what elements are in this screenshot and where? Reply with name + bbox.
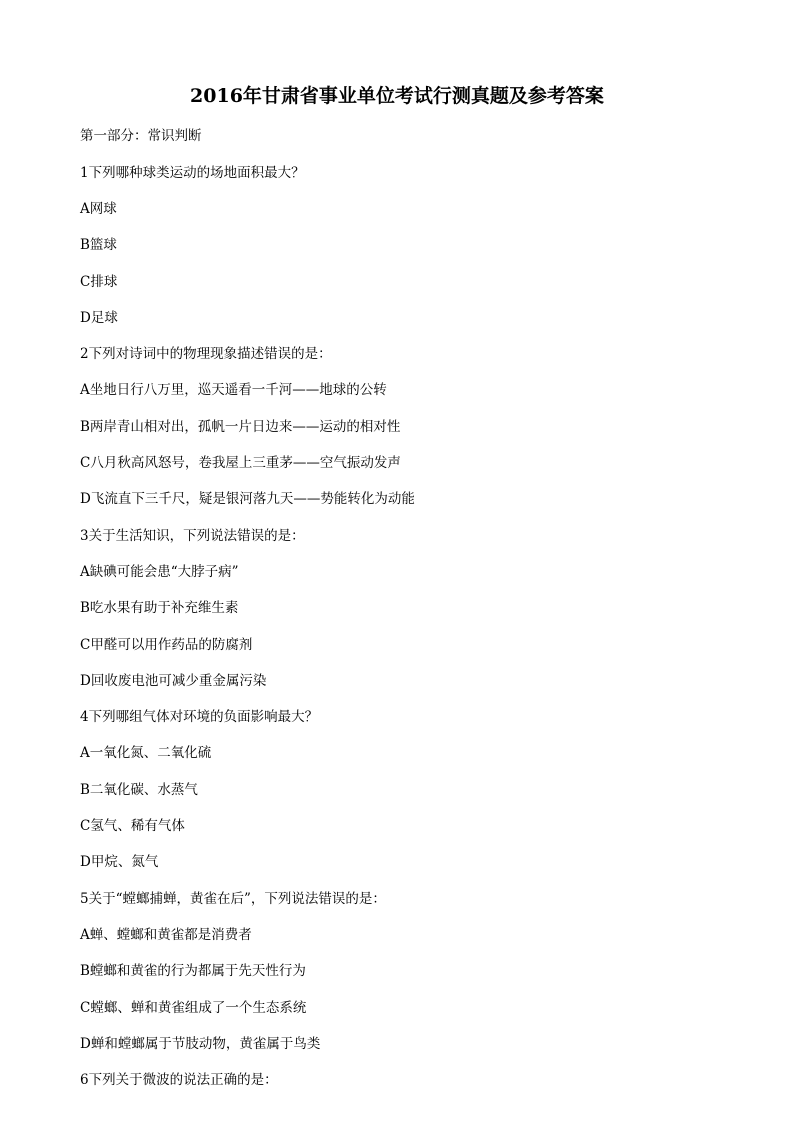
answer-option: D飞流直下三千尺，疑是银河落九天——势能转化为动能 bbox=[80, 491, 415, 507]
answer-option: D甲烷、氮气 bbox=[80, 854, 159, 870]
answer-option: C八月秋高风怒号，卷我屋上三重茅——空气振动发声 bbox=[80, 455, 401, 471]
document-title: 2016年甘肃省事业单位考试行测真题及参考答案 bbox=[190, 85, 604, 107]
question-stem: 4下列哪组气体对环境的负面影响最大？ bbox=[80, 709, 319, 725]
answer-option: B篮球 bbox=[80, 237, 117, 253]
question-stem: 1下列哪种球类运动的场地面积最大？ bbox=[80, 165, 305, 181]
answer-option: A坐地日行八万里，巡天遥看一千河——地球的公转 bbox=[80, 382, 387, 398]
answer-option: D回收废电池可减少重金属污染 bbox=[80, 673, 267, 689]
section-heading: 第一部分：常识判断 bbox=[80, 128, 202, 144]
answer-option: A蝉、螳螂和黄雀都是消费者 bbox=[80, 927, 252, 943]
question-stem: 6下列关于微波的说法正确的是： bbox=[80, 1072, 278, 1088]
answer-option: A网球 bbox=[80, 201, 117, 217]
answer-option: D足球 bbox=[80, 310, 118, 326]
answer-option: B螳螂和黄雀的行为都属于先天性行为 bbox=[80, 963, 306, 979]
answer-option: C螳螂、蝉和黄雀组成了一个生态系统 bbox=[80, 1000, 307, 1016]
answer-option: C甲醛可以用作药品的防腐剂 bbox=[80, 637, 253, 653]
answer-option: C排球 bbox=[80, 274, 118, 290]
answer-option: A一氧化氮、二氧化硫 bbox=[80, 745, 212, 761]
answer-option: B二氧化碳、水蒸气 bbox=[80, 782, 198, 798]
answer-option: A缺碘可能会患“大脖子病” bbox=[80, 564, 239, 580]
answer-option: C氢气、稀有气体 bbox=[80, 818, 185, 834]
answer-option: D蝉和螳螂属于节肢动物，黄雀属于鸟类 bbox=[80, 1036, 321, 1052]
question-stem: 5关于“螳螂捕蝉，黄雀在后”，下列说法错误的是： bbox=[80, 891, 386, 907]
answer-option: B吃水果有助于补充维生素 bbox=[80, 600, 239, 616]
question-stem: 3关于生活知识，下列说法错误的是： bbox=[80, 528, 305, 544]
question-stem: 2下列对诗词中的物理现象描述错误的是： bbox=[80, 346, 332, 362]
answer-option: B两岸青山相对出，孤帆一片日边来——运动的相对性 bbox=[80, 419, 401, 435]
